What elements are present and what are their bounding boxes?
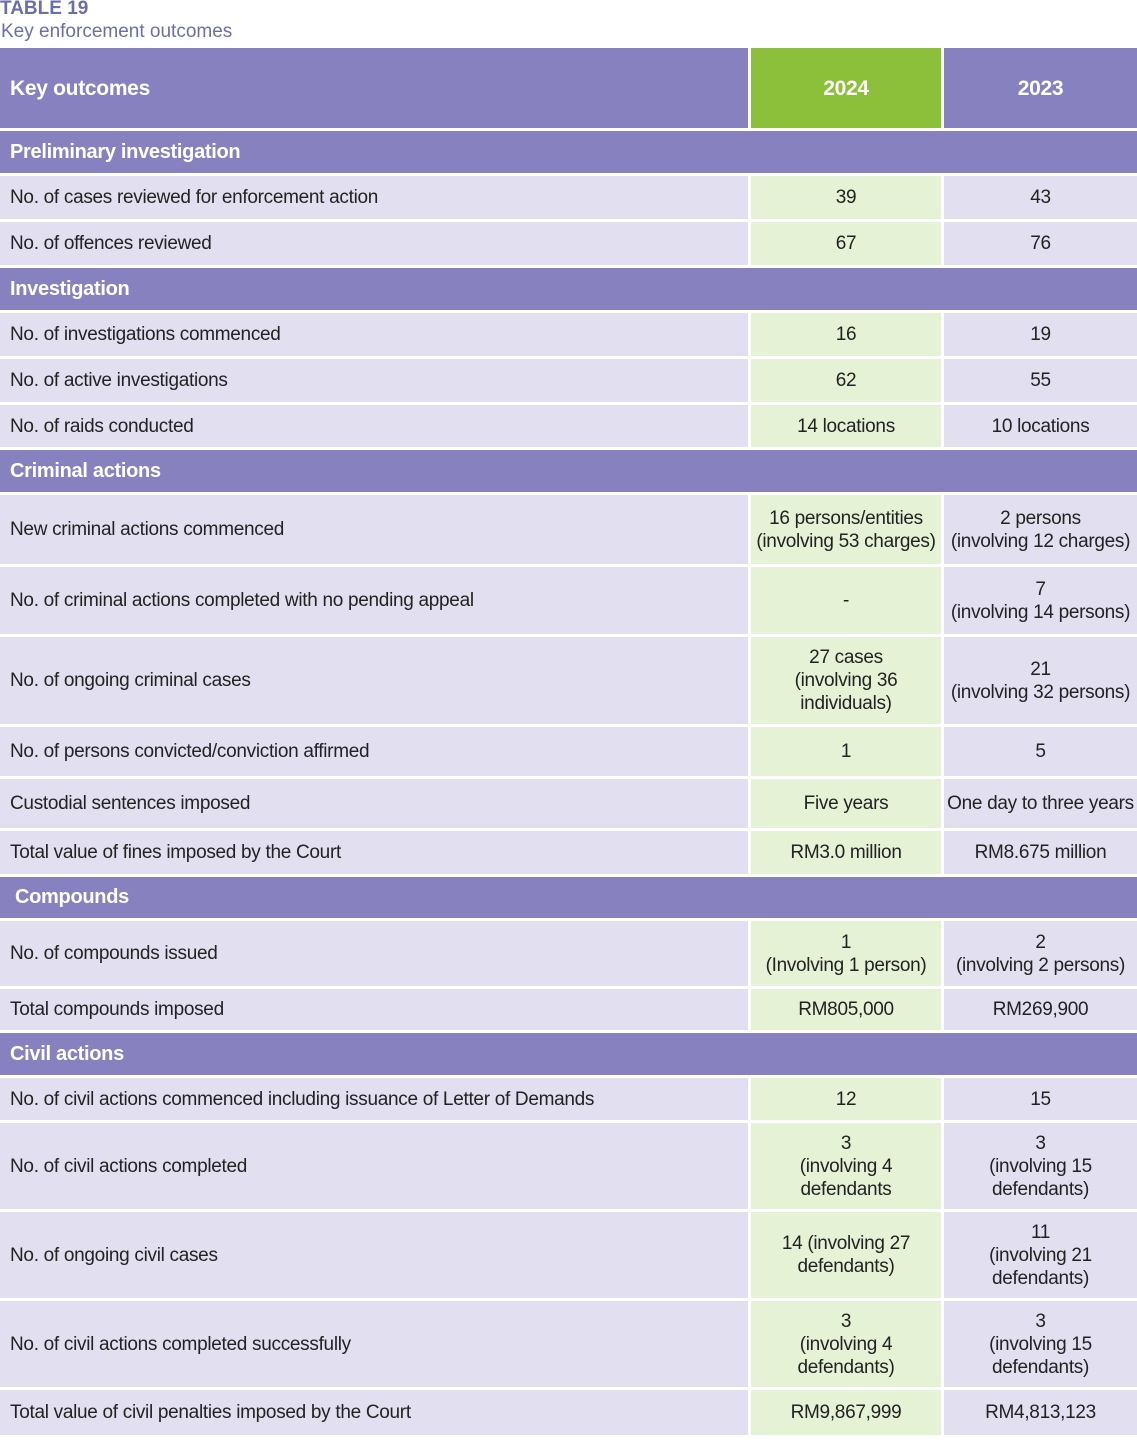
row-label: Custodial sentences imposed [0,779,748,828]
table-row [0,219,1137,265]
table-row [0,724,1137,776]
row-value-2024: RM9,867,999 [748,1390,941,1435]
header-year-2023: 2023 [941,48,1137,128]
value-line: 27 cases [809,647,883,668]
row-value-2023 [941,495,1137,564]
row-label: No. of active investigations [0,359,748,402]
row-label: No. of cases reviewed for enforcement action [0,176,748,219]
value-line: 3 [840,1132,852,1154]
row-value-2024: - [748,567,941,634]
row-value-2024 [748,1301,941,1387]
enforcement-outcomes-table [0,48,1137,1435]
value-line: 3 [840,1310,852,1332]
row-value-2023 [941,921,1137,986]
value-line: (involving 15 [989,1155,1092,1177]
value-line: (involving 2 persons) [955,954,1125,976]
header-year-2024: 2024 [748,48,941,128]
row-value-2023 [941,567,1137,634]
value-line: (involving 15 [989,1333,1092,1355]
row-value-2024 [748,495,941,564]
row-value-2023 [941,1212,1137,1298]
value-line: 11 [1030,1221,1051,1243]
row-label: Total value of fines imposed by the Court [0,831,748,874]
table-row [0,1387,1137,1435]
row-value-2023 [941,1123,1137,1209]
table-row [0,776,1137,828]
row-label: Total value of civil penalties imposed by the Court [0,1390,748,1435]
row-value-2024: 1 [748,727,941,776]
section-criminal-actions: Criminal actions [0,447,1137,492]
row-value-2024: RM805,000 [748,989,941,1030]
value-line: (involving 21 [989,1244,1092,1266]
value-line: individuals) [800,693,892,714]
row-value-2023: 76 [941,222,1137,265]
row-value-2024: 12 [748,1078,941,1120]
row-label: No. of civil actions completed successfully [0,1301,748,1387]
table-row [0,356,1137,402]
value-line: 1 [840,931,852,953]
section-civil-actions: Civil actions [0,1030,1137,1075]
section-investigation: Investigation [0,265,1137,310]
value-line: 3 [1035,1132,1046,1154]
row-value-2024: 16 [748,313,941,356]
table-title: Key enforcement outcomes [1,21,233,42]
value-line: (involving 4 [799,1333,893,1355]
row-value-2023: 5 [941,727,1137,776]
value-line: (involving 12 charges) [950,530,1131,552]
row-value-2024: RM3.0 million [748,831,941,874]
table-row [0,986,1137,1030]
table-row [0,402,1137,447]
row-label: No. of ongoing criminal cases [0,637,748,724]
row-label: No. of criminal actions completed with no pending appeal [0,567,748,634]
value-line: 3 [1035,1310,1046,1332]
row-label: No. of civil actions commenced including issuance of Letter of Demands [0,1078,748,1120]
row-label: No. of ongoing civil cases [0,1212,748,1298]
header-key-outcomes: Key outcomes [0,48,748,128]
table-header-row [0,48,1137,128]
value-line: (involving 32 persons) [950,681,1131,703]
row-value-2023: 10 locations [941,405,1137,447]
row-value-2024: Five years [748,779,941,828]
table-row [0,1298,1137,1387]
row-value-2024: 62 [748,359,941,402]
row-value-2024 [748,1123,941,1209]
value-line: defendants) [991,1178,1090,1200]
row-value-2023: 43 [941,176,1137,219]
table-row [0,828,1137,874]
row-value-2024: 67 [748,222,941,265]
value-line: 21 [1030,658,1051,680]
row-value-2024: 39 [748,176,941,219]
table-row [0,1120,1137,1209]
row-value-2023: 55 [941,359,1137,402]
row-value-2023: One day to three years [941,779,1137,828]
table-row [0,310,1137,356]
value-line: (involving 53 charges) [756,530,936,552]
row-value-2023 [941,1301,1137,1387]
value-line: defendants [800,1178,892,1200]
table-row [0,634,1137,724]
value-line: 7 [1035,578,1046,600]
section-compounds: Compounds [0,874,1137,918]
section-preliminary-investigation: Preliminary investigation [0,128,1137,173]
value-line: 2 [1035,931,1046,953]
value-line: defendants) [991,1356,1090,1378]
value-line: defendants) [797,1356,895,1378]
row-value-2023 [941,637,1137,724]
value-line: 14 (involving 27 [781,1233,911,1254]
value-line: (involving 4 [799,1155,893,1177]
row-value-2024 [748,921,941,986]
value-line: 16 persons/entities [769,507,923,529]
value-line: defendants) [797,1256,895,1277]
table-row [0,1075,1137,1120]
row-value-2023: RM4,813,123 [941,1390,1137,1435]
table-row [0,492,1137,564]
value-line: (involving 36 [794,670,898,691]
row-label: No. of persons convicted/conviction affirmed [0,727,748,776]
row-value-2023: RM8.675 million [941,831,1137,874]
value-line: (Involving 1 person) [765,954,927,976]
row-label: Total compounds imposed [0,989,748,1030]
table-number: TABLE 19 [0,0,89,19]
table-row [0,918,1137,986]
table-row [0,173,1137,219]
row-label: No. of investigations commenced [0,313,748,356]
row-label: No. of compounds issued [0,921,748,986]
row-label: No. of offences reviewed [0,222,748,265]
value-line: defendants) [991,1267,1090,1289]
table-row [0,1209,1137,1298]
row-value-2024: 14 locations [748,405,941,447]
value-line: (involving 14 persons) [950,601,1131,623]
row-value-2023: 15 [941,1078,1137,1120]
row-value-2024 [748,1212,941,1298]
row-label: New criminal actions commenced [0,495,748,564]
row-value-2023: 19 [941,313,1137,356]
row-value-2023: RM269,900 [941,989,1137,1030]
row-value-2024 [748,637,941,724]
row-label: No. of civil actions completed [0,1123,748,1209]
row-label: No. of raids conducted [0,405,748,447]
value-line: 2 persons [1000,507,1081,529]
table-row [0,564,1137,634]
